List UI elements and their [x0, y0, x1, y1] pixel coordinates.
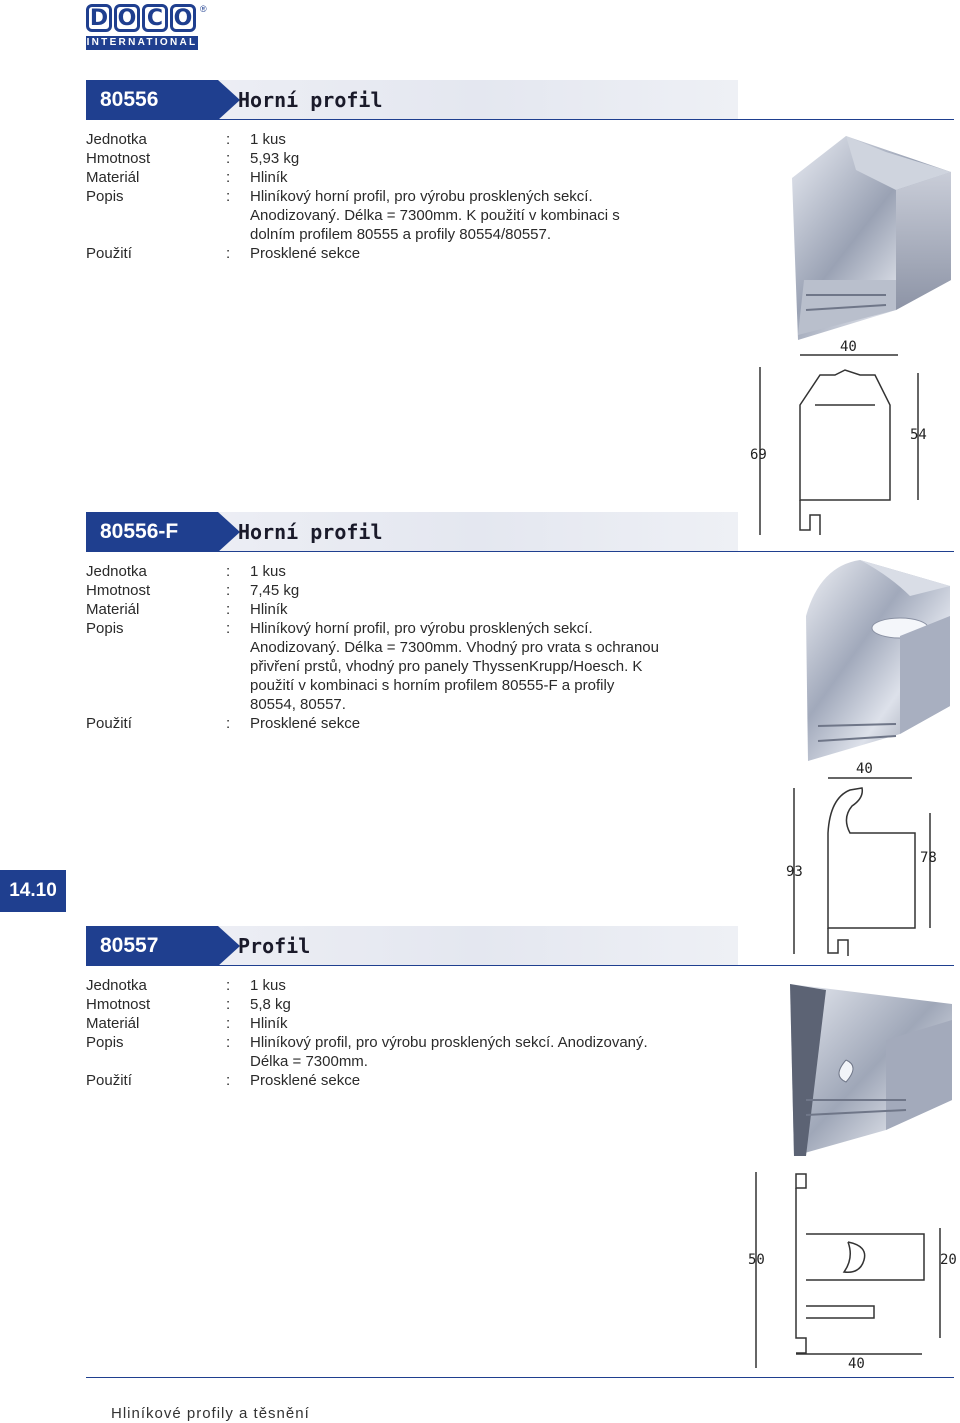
prop-row-desc	[86, 187, 706, 206]
prop-row-material	[86, 168, 706, 187]
spacer	[86, 206, 226, 225]
spacer	[86, 676, 226, 695]
prop-colon: :	[226, 620, 231, 637]
prop-value: 80554, 80557.	[250, 696, 346, 713]
prop-label: Použití	[86, 245, 132, 262]
prop-value: Hliníkový profil, pro výrobu prosklených sekcí. Anodizovaný.	[250, 1034, 648, 1051]
product-properties	[86, 562, 706, 733]
logo-subtitle: INTERNATIONAL	[86, 37, 198, 48]
prop-value: 1 kus	[250, 977, 286, 994]
prop-value: 7,45 kg	[250, 582, 300, 599]
prop-row-desc-cont	[86, 695, 706, 714]
prop-value: přivření prstů, vhodný pro panely ThyssenKrupp/Hoesch. K	[250, 658, 643, 675]
prop-row-desc-cont	[86, 1052, 706, 1071]
doco-logo	[86, 4, 212, 56]
prop-row-unit	[86, 562, 706, 581]
header-rule	[86, 551, 954, 552]
prop-colon: :	[226, 715, 231, 732]
prop-value: Prosklené sekce	[250, 715, 361, 732]
dimension-height: 20	[940, 1252, 957, 1268]
dimension-height: 78	[920, 850, 937, 866]
prop-label: Popis	[86, 620, 124, 637]
registered-mark: ®	[200, 4, 207, 14]
header-rule	[86, 119, 954, 120]
prop-label: Jednotka	[86, 131, 147, 148]
prop-value: Hliníkový horní profil, pro výrobu prosklených sekcí.	[250, 188, 593, 205]
prop-row-unit	[86, 130, 706, 149]
prop-row-weight	[86, 581, 706, 600]
product-section-80556-F	[86, 512, 954, 732]
prop-label: Hmotnost	[86, 150, 151, 167]
dimension-width: 40	[856, 761, 873, 777]
prop-colon: :	[226, 188, 231, 205]
prop-row-desc-cont	[86, 638, 706, 657]
spacer	[226, 657, 250, 676]
prop-value: dolním profilem 80555 a profily 80554/80557.	[250, 226, 552, 243]
header-rule	[86, 965, 954, 966]
prop-value: Anodizovaný. Délka = 7300mm. Vhodný pro vrata s ochranou	[250, 639, 659, 656]
product-header	[86, 512, 954, 552]
code-tab-arrow	[218, 512, 240, 552]
spacer	[226, 225, 250, 244]
prop-colon: :	[226, 169, 231, 186]
prop-colon: :	[226, 150, 231, 167]
prop-colon: :	[226, 131, 231, 148]
prop-value: 1 kus	[250, 131, 286, 148]
product-code: 80557	[86, 926, 218, 966]
logo-letter: O	[170, 4, 196, 32]
prop-value: Hliník	[250, 601, 288, 618]
prop-label: Jednotka	[86, 563, 147, 580]
spacer	[86, 695, 226, 714]
prop-value: Hliníkový horní profil, pro výrobu prosklených sekcí.	[250, 620, 593, 637]
prop-row-desc	[86, 1033, 706, 1052]
logo-letter: C	[142, 4, 168, 32]
prop-row-desc	[86, 619, 706, 638]
prop-value: Hliník	[250, 169, 288, 186]
prop-row-use	[86, 714, 706, 733]
prop-value: 1 kus	[250, 563, 286, 580]
prop-colon: :	[226, 563, 231, 580]
prop-row-weight	[86, 149, 706, 168]
prop-colon: :	[226, 1034, 231, 1051]
profile-photo-80556-F	[800, 556, 956, 770]
product-section-80557	[86, 926, 954, 1089]
dimension-width: 40	[848, 1356, 865, 1372]
prop-colon: :	[226, 245, 231, 262]
product-section-80556	[86, 80, 954, 262]
prop-row-material	[86, 1014, 706, 1033]
prop-row-use	[86, 1071, 706, 1090]
spacer	[226, 1052, 250, 1071]
product-code: 80556-F	[86, 512, 218, 552]
prop-row-desc-cont	[86, 657, 706, 676]
spacer	[226, 695, 250, 714]
code-tab-arrow	[218, 926, 240, 966]
product-header	[86, 80, 954, 120]
prop-colon: :	[226, 601, 231, 618]
footer-rule	[86, 1377, 954, 1378]
prop-value: 5,93 kg	[250, 150, 300, 167]
dimension-height: 54	[910, 427, 927, 443]
profile-photo-80556	[786, 130, 956, 345]
spacer	[86, 225, 226, 244]
prop-colon: :	[226, 1072, 231, 1089]
product-title: Horní profil	[238, 520, 383, 544]
product-header	[86, 926, 954, 966]
prop-label: Jednotka	[86, 977, 147, 994]
prop-label: Hmotnost	[86, 996, 151, 1013]
prop-label: Popis	[86, 188, 124, 205]
prop-colon: :	[226, 1015, 231, 1032]
prop-label: Použití	[86, 1072, 132, 1089]
dimension-height: 69	[750, 447, 767, 463]
prop-row-weight	[86, 995, 706, 1014]
prop-row-unit	[86, 976, 706, 995]
logo-letter: O	[114, 4, 140, 32]
product-properties	[86, 130, 706, 263]
dimension-height: 50	[748, 1252, 765, 1268]
prop-label: Materiál	[86, 169, 140, 186]
product-code: 80556	[86, 80, 218, 120]
spacer	[86, 657, 226, 676]
prop-label: Materiál	[86, 1015, 140, 1032]
prop-value: Anodizovaný. Délka = 7300mm. K použití v kombinaci s	[250, 207, 620, 224]
prop-label: Použití	[86, 715, 132, 732]
spacer	[226, 638, 250, 657]
prop-colon: :	[226, 582, 231, 599]
logo-letter: D	[86, 4, 112, 32]
prop-label: Hmotnost	[86, 582, 151, 599]
product-title: Horní profil	[238, 88, 383, 112]
prop-row-desc-cont	[86, 206, 706, 225]
dimension-height: 93	[786, 864, 803, 880]
spacer	[226, 206, 250, 225]
prop-row-desc-cont	[86, 225, 706, 244]
prop-colon: :	[226, 977, 231, 994]
prop-row-use	[86, 244, 706, 263]
prop-colon: :	[226, 996, 231, 1013]
spacer	[86, 638, 226, 657]
product-properties	[86, 976, 706, 1090]
product-title: Profil	[238, 934, 311, 958]
profile-drawing-80557	[744, 1168, 958, 1372]
prop-label: Popis	[86, 1034, 124, 1051]
profile-photo-80557	[786, 980, 956, 1160]
prop-row-desc-cont	[86, 676, 706, 695]
spacer	[226, 676, 250, 695]
page-number: 14.10	[0, 870, 66, 912]
code-tab-arrow	[218, 80, 240, 120]
prop-value: Délka = 7300mm.	[250, 1053, 368, 1070]
prop-value: Hliník	[250, 1015, 288, 1032]
footer-title: Hliníkové profily a těsnění	[111, 1405, 310, 1422]
spacer	[86, 1052, 226, 1071]
prop-value: Prosklené sekce	[250, 1072, 361, 1089]
prop-value: použití v kombinaci s horním profilem 80555-F a profily	[250, 677, 615, 694]
dimension-width: 40	[840, 339, 857, 355]
prop-row-material	[86, 600, 706, 619]
prop-label: Materiál	[86, 601, 140, 618]
prop-value: Prosklené sekce	[250, 245, 361, 262]
prop-value: 5,8 kg	[250, 996, 291, 1013]
